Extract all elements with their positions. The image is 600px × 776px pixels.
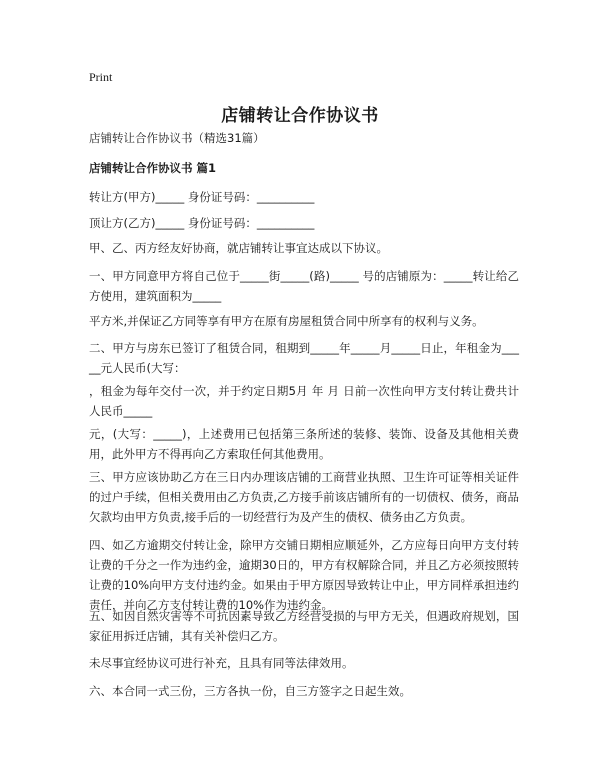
clause-6: 六、本合同一式三份，三方各执一份，自三方签字之日起生效。 [89,684,411,698]
supplement-paragraph: 未尽事宜经协议可进行补充，且具有同等法律效用。 [89,656,354,670]
clause-5: 五、如因自然灾害等不可抗因素导致乙方经营受损的与甲方无关，但遇政府规划，国家征用拆迁店铺，其有关补偿归乙方。 [89,609,519,643]
clause-1: 一、甲方同意甲方将自己位于_____街_____(路)_____ 号的店铺原为：_____转让给乙方使用，建筑面积为_____ [89,269,519,303]
clause-2: 二、甲方与房东已签订了租赁合同，租期到_____年_____月_____日止，年租金为_____元人民币(大写： [89,341,519,375]
clause-1-continued: 平方米,并保证乙方同等享有甲方在原有房屋租赁合同中所享有的权利与义务。 [89,314,484,328]
transferor-line: 转让方(甲方)_____ 身份证号码：__________ [89,190,315,204]
intro-paragraph: 甲、乙、丙方经友好协商，就店铺转让事宜达成以下协议。 [89,241,388,255]
clause-2-continued: ，租金为每年交付一次，并于约定日期5月 年 月 日前一次性向甲方支付转让费共计人民币_____ [89,384,519,418]
print-link[interactable]: Print [89,70,113,84]
document-subtitle: 店铺转让合作协议书（精选31篇） [89,131,265,145]
transferee-line: 顶让方(乙方)_____ 身份证号码：__________ [89,216,315,230]
clause-2-continued-2: 元，(大写：_____)，上述费用已包括第三条所述的装修、装饰、设备及其他相关费用，此外甲方不得再向乙方索取任何其他费用。 [89,427,519,461]
section-heading: 店铺转让合作协议书 篇1 [89,161,217,175]
page-title: 店铺转让合作协议书 [221,106,379,126]
clause-4: 四、如乙方逾期交付转让金，除甲方交铺日期相应顺延外，乙方应每日向甲方支付转让费的千分之一作为违约金，逾期30日的，甲方有权解除合同，并且乙方必须按照转让费的10%向甲方支付违约金。如果由于甲方原因导致转让中止，甲方同样承担违约责任，并向乙方支付转让费的10%作为违约金。 [89,538,519,612]
clause-3: 三、甲方应该协助乙方在三日内办理该店铺的工商营业执照、卫生许可证等相关证件的过户手续，但相关费用由乙方负责,乙方接手前该店铺所有的一切债权、债务，商品欠款均由甲方负责,接手后的一切经营行为及产生的债权、债务由乙方负责。 [89,470,519,524]
